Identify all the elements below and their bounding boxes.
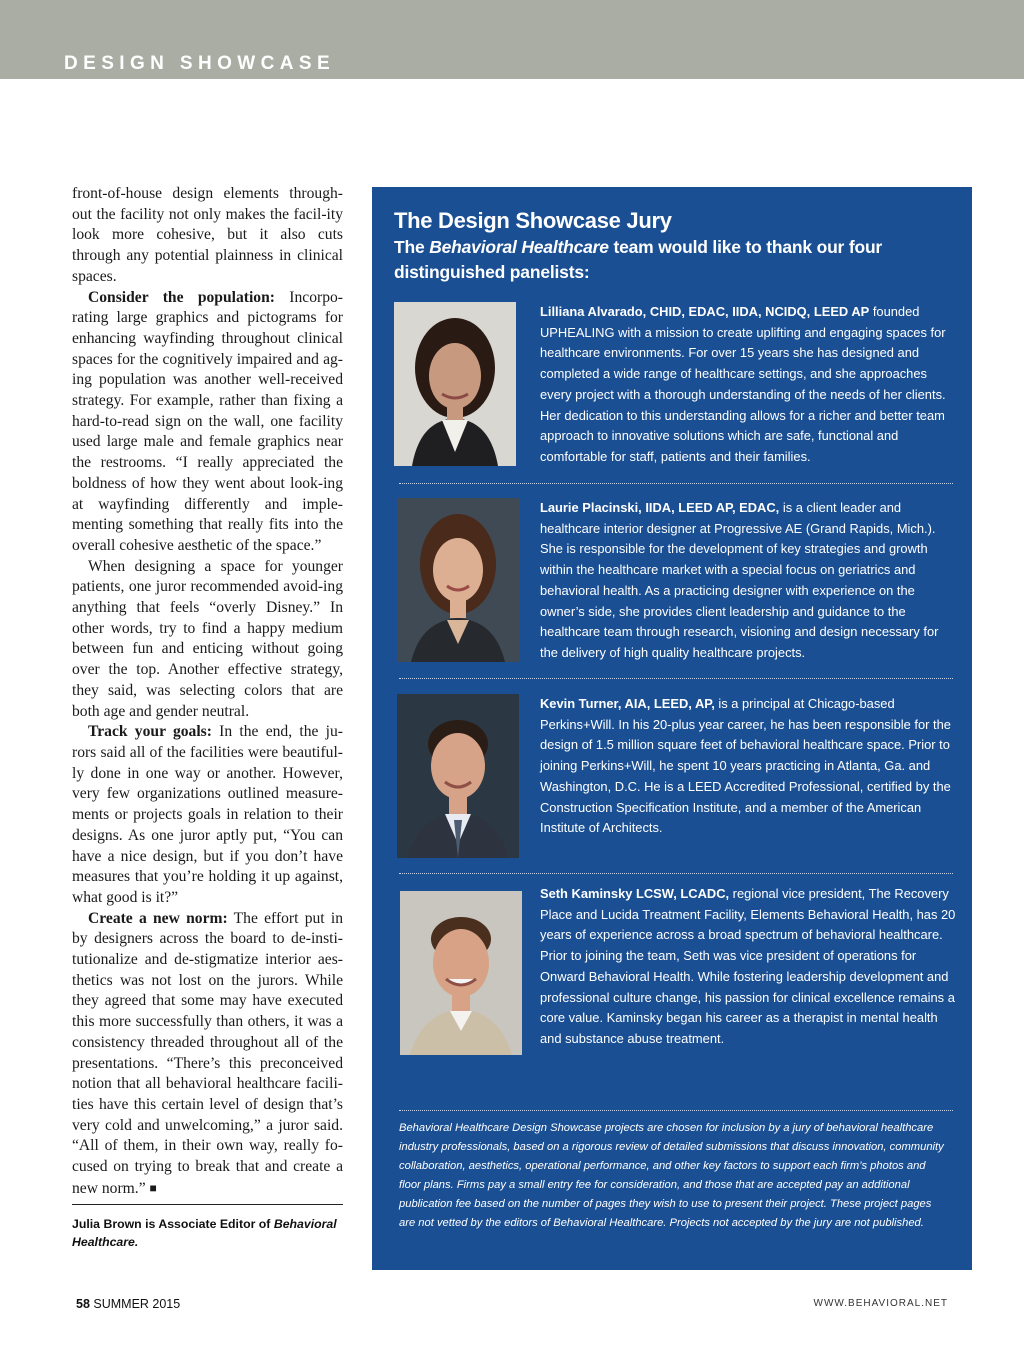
panelist-photo [400,891,522,1055]
header-band [0,0,1024,79]
panelist-photo [397,498,519,662]
section-title: DESIGN SHOWCASE [64,53,336,74]
panelist-photo [394,302,516,466]
panelist-name: Kevin Turner, AIA, LEED, AP, [540,696,715,711]
author-divider [72,1204,343,1205]
panelist-name: Lilliana Alvarado, CHID, EDAC, IIDA, NCIDQ, LEED AP [540,304,870,319]
jury-subtitle: The Behavioral Healthcare team would like to thank our four distinguished panelists: [394,237,883,282]
panelist-name: Laurie Placinski, IIDA, LEED AP, EDAC, [540,500,780,515]
panelist-name: Seth Kaminsky LCSW, LCADC, [540,886,730,901]
page-folio [76,1297,180,1311]
subhead: Create a new norm: [88,909,228,927]
article-column [72,184,343,1199]
article-paragraph: When designing a space for younger patients, one juror recommended avoid-ing anything that feels “overly Disney.” In other words, try to find a happy medium between fun and enticing without going over the top. Another effective strategy, they said, was selecting colors that are both age and gender neutral. [72,557,343,720]
jury-title: The Design Showcase Jury [394,208,672,233]
portrait-icon [397,498,519,662]
jury-disclaimer: Behavioral Healthcare Design Showcase projects are chosen for inclusion by a jury of behavioral healthcare industry professionals, based on a rigorous review of detailed submissions that discuss innovation, community collaboration, aesthetics, operational performance, and other key factors to support each firm’s photos and floor plans. Firms pay a small entry fee for consideration, and those that are accepted pay an additional publication fee based on the number of pages they wish to use to present their project. These project pages are not vetted by the editors of Behavioral Healthcare. Projects not accepted by the jury are not published. [399,1122,944,1230]
panelist-photo [397,694,519,858]
subhead: Consider the population: [88,288,275,306]
article-paragraph: Create a new norm: The effort put in by designers across the board to de-insti-tutionalize and de-stigmatize interior aes-thetics was not lost on the jurors. While they agreed that some may have executed this more successfully than others, it was a consistency threaded throughout all of the presentations. “There’s this preconceived notion that all behavioral healthcare facili-ties have this certain level of design that’s very cold and unwelcoming,” a juror said. “All of them, in their own way, really fo-cused on trying to break that and create a new norm.” ■ [72,909,343,1197]
article-paragraph: front-of-house design elements through-out the facility not only makes the facil-ity look more cohesive, but it also cuts through any potential plainness in clinical spaces. [72,185,343,285]
article-paragraph: Consider the population: Incorpo-rating large graphics and pictograms for enhancing wayfinding throughout clinical spaces for the cognitively impaired and ag-ing population was another well-received strategy. For example, rather than fixing a hard-to-read sign on the wall, one facility used large male and female graphics near the restrooms. “I really appreciated the boldness of how they went about look-ing at wayfinding differently and imple-menting something that really fits into the overall cohesive aesthetic of the space.” [72,288,343,554]
panelist-divider [399,483,953,484]
issue-date: SUMMER 2015 [89,1297,181,1311]
page-number: 58 [76,1297,90,1311]
disclaimer-divider [399,1110,953,1111]
panelist-divider [399,873,953,874]
portrait-icon [400,891,522,1055]
jury-sidebar [372,187,972,1270]
panelist-divider [399,678,953,679]
panelist-bio: Kevin Turner, AIA, LEED, AP, is a principal at Chicago-based Perkins+Will. In his 20-plus year career, he has been responsible for the design of 1.5 million square feet of behavioral healthcare space. Prior to joining Perkins+Will, he spent 10 years practicing in Atlanta, Ga. and Washington, D.C. He is a LEED Accredited Professional, certified by the Construction Specification Institute, and a member of the American Institute of Architects. [540,696,951,836]
panelist-bio: Seth Kaminsky LCSW, LCADC, regional vice president, The Recovery Place and Lucida Treatment Facility, Elements Behavioral Health, has 20 years of experience across a broad spectrum of behavioral healthcare. Prior to joining the team, Seth was vice president of operations for Onward Behavioral Health. While fostering leadership development and professional culture change, his passion for clinical excellence remains a core value. Kaminsky began his career as a therapist in mental health and substance abuse treatment. [540,886,956,1046]
article-paragraph: Track your goals: In the end, the ju-rors said all of the facilities were beautiful-ly done in one way or another. However, very few organizations outlined measure-ments or projects goals in relation to their designs. As one juror aptly put, “You can have a nice design, but if you don’t have measures that you’re holding it up against, what good is it?” [72,723,343,906]
website-url: WWW.BEHAVIORAL.NET [813,1298,948,1309]
portrait-icon [394,302,516,466]
panelist-bio: Laurie Placinski, IIDA, LEED AP, EDAC, is a client leader and healthcare interior designer at Progressive AE (Grand Rapids, Mich.). She is responsible for the development of key strategies and growth within the healthcare market with a special focus on geriatrics and behavioral health. As a practicing designer with experience on the owner’s side, she provides client leadership and guidance to the healthcare team through research, visioning and design necessary for the delivery of high quality healthcare projects. [540,500,939,660]
subhead: Track your goals: [88,723,212,741]
author-bio: Julia Brown is Associate Editor of Behavioral Healthcare. [72,1217,337,1249]
panelist-bio: Lilliana Alvarado, CHID, EDAC, IIDA, NCIDQ, LEED AP founded UPHEALING with a mission to create uplifting and engaging spaces for healthcare environments. For over 15 years she has designed and completed a wide range of healthcare settings, and she approaches every project with a thorough understanding of the needs of her clients. Her dedication to this understanding allows for a richer and better team approach to innovative solutions which are safe, functional and comfortable for staff, patients and their families. [540,304,946,464]
end-mark-icon: ■ [149,1180,157,1195]
portrait-icon [397,694,519,858]
